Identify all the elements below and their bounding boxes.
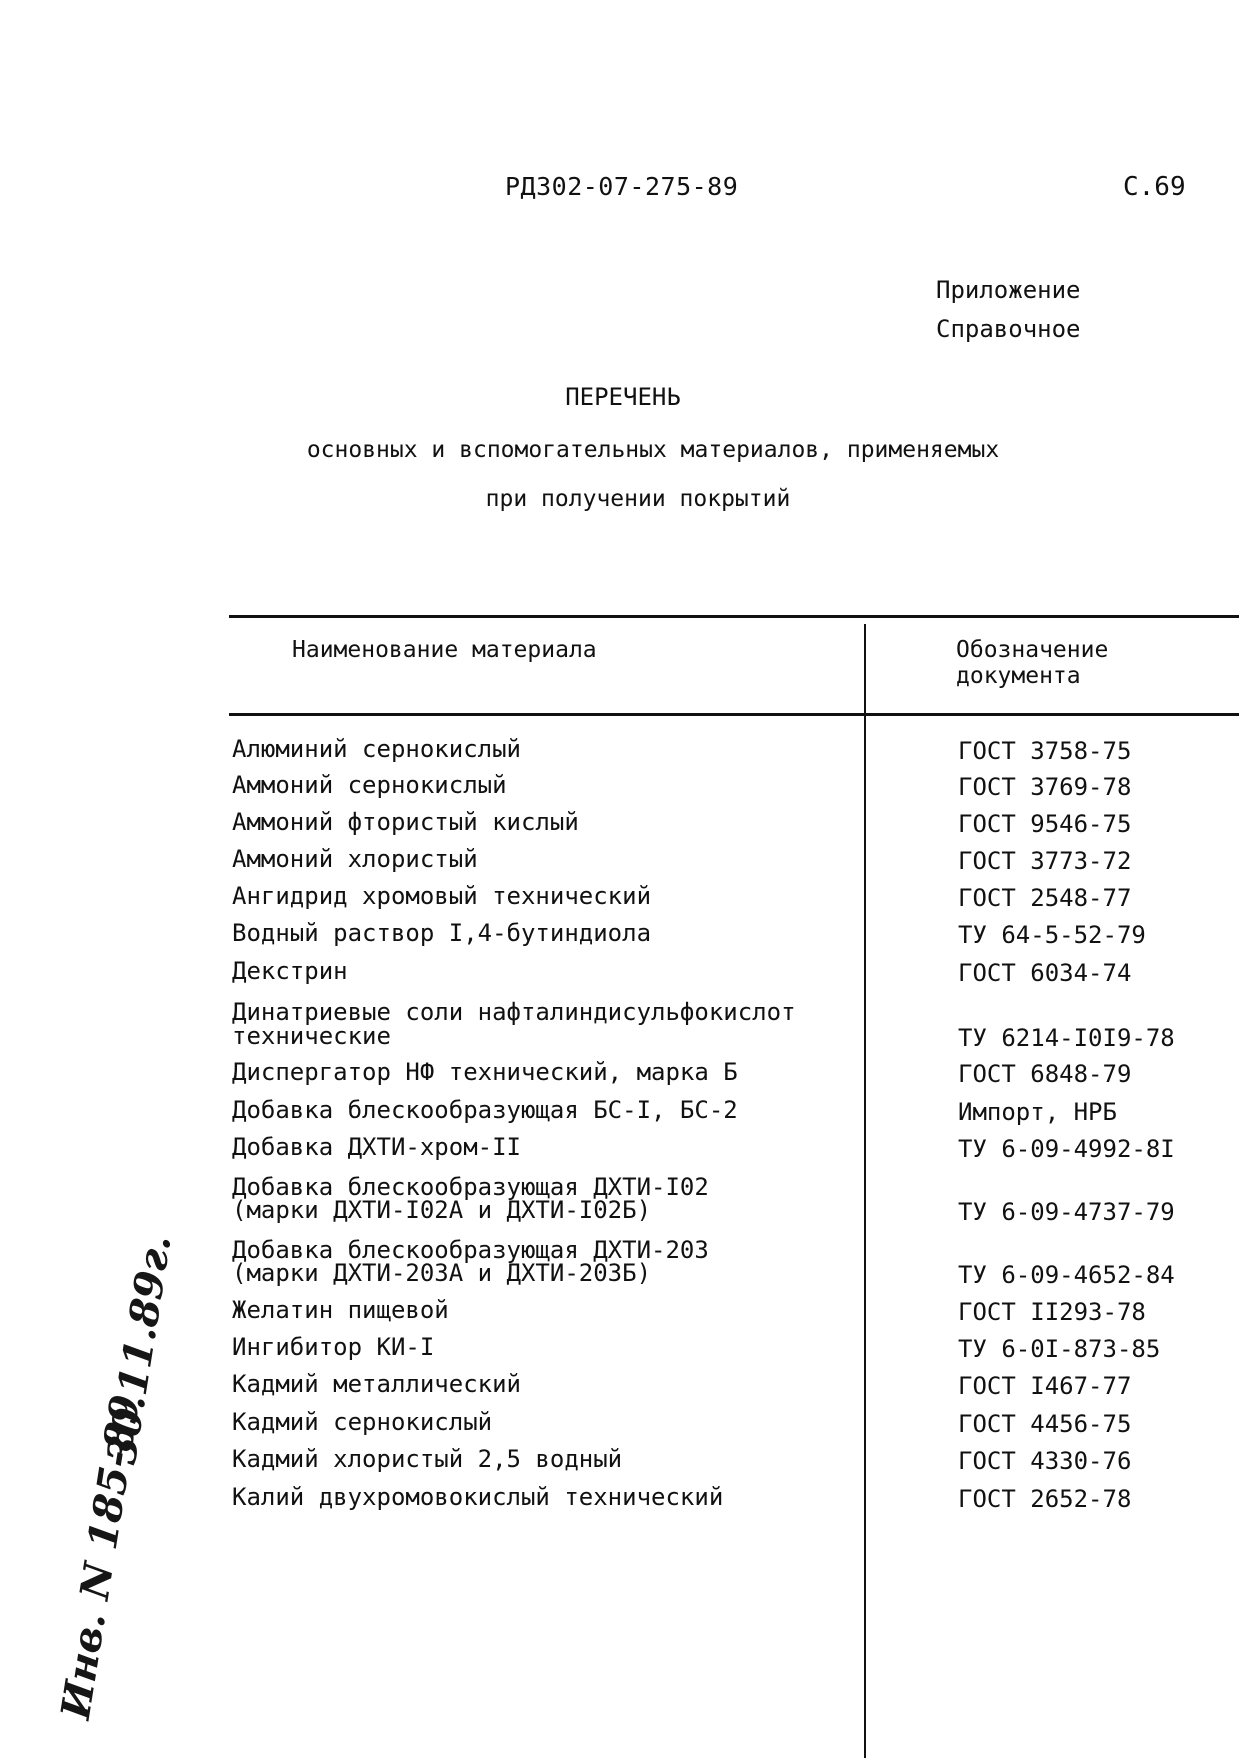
row-14-doc: ГОСТ II293-78 xyxy=(958,1298,1146,1326)
header-doc-line-1: Обозначение xyxy=(956,637,1109,663)
row-9-doc: ГОСТ 6848-79 xyxy=(958,1060,1132,1088)
row-11-doc: ТУ 6-09-4992-8I xyxy=(958,1135,1175,1163)
row-18-name: Кадмий хлористый 2,5 водный xyxy=(232,1445,623,1473)
page-number: С.69 xyxy=(1123,172,1186,202)
row-18-doc: ГОСТ 4330-76 xyxy=(958,1447,1132,1475)
inventory-date: 30.11.89г. xyxy=(98,1231,181,1468)
header-doc-line-2: документа xyxy=(956,663,1081,689)
document-subtitle-line-1: основных и вспомогательных материалов, применяемых xyxy=(306,437,1000,463)
row-2-doc: ГОСТ 3769-78 xyxy=(958,773,1132,801)
row-17-name: Кадмий сернокислый xyxy=(232,1408,493,1436)
appendix-line-2: Справочное xyxy=(936,315,1081,343)
row-12-doc: ТУ 6-09-4737-79 xyxy=(958,1198,1175,1226)
row-15-name: Ингибитор КИ-I xyxy=(232,1333,435,1361)
row-6-doc: ТУ 64-5-52-79 xyxy=(958,921,1146,949)
row-16-doc: ГОСТ I467-77 xyxy=(958,1372,1132,1400)
table-header-rule xyxy=(229,713,1239,716)
row-9-name: Диспергатор НФ технический, марка Б xyxy=(232,1058,738,1086)
header-document-designation xyxy=(956,637,1108,689)
row-19-name: Калий двухромовокислый технический xyxy=(232,1483,724,1511)
row-6-name: Водный раствор I,4-бутиндиола xyxy=(232,919,652,947)
row-10-doc: Импорт, НРБ xyxy=(958,1098,1117,1126)
row-13-doc: ТУ 6-09-4652-84 xyxy=(958,1261,1175,1289)
row-8-name-cont: технические xyxy=(232,1022,391,1050)
row-14-name: Желатин пищевой xyxy=(232,1296,449,1324)
row-11-name: Добавка ДХТИ-хром-II xyxy=(232,1133,521,1161)
row-1-name: Алюминий сернокислый xyxy=(232,735,521,763)
row-13-name: Добавка блескообразующая ДХТИ-203 xyxy=(232,1236,709,1264)
row-17-doc: ГОСТ 4456-75 xyxy=(958,1410,1132,1438)
row-4-name: Аммоний хлористый xyxy=(232,845,478,873)
row-1-doc: ГОСТ 3758-75 xyxy=(958,737,1132,765)
row-3-name: Аммоний фтористый кислый xyxy=(232,808,579,836)
row-15-doc: ТУ 6-0I-873-85 xyxy=(958,1335,1161,1363)
handwritten-inventory-note xyxy=(40,1210,181,1730)
row-7-name: Декстрин xyxy=(232,957,348,985)
inventory-number: Инв. N 185-89 xyxy=(52,1391,150,1723)
row-5-name: Ангидрид хромовый технический xyxy=(232,882,652,910)
row-7-doc: ГОСТ 6034-74 xyxy=(958,959,1132,987)
row-5-doc: ГОСТ 2548-77 xyxy=(958,884,1132,912)
row-16-name: Кадмий металлический xyxy=(232,1370,521,1398)
appendix-label xyxy=(936,271,1081,349)
row-3-doc: ГОСТ 9546-75 xyxy=(958,810,1132,838)
document-subtitle-line-2: при получении покрытий xyxy=(485,486,791,512)
table-top-rule xyxy=(229,615,1239,618)
row-13-name-cont: (марки ДХТИ-203А и ДХТИ-203Б) xyxy=(232,1259,652,1287)
document-title: ПЕРЕЧЕНЬ xyxy=(565,383,681,411)
row-19-doc: ГОСТ 2652-78 xyxy=(958,1485,1132,1513)
row-12-name-cont: (марки ДХТИ-I02А и ДХТИ-I02Б) xyxy=(232,1196,652,1224)
document-code: РД302-07-275-89 xyxy=(505,172,739,201)
appendix-line-1: Приложение xyxy=(936,276,1081,304)
row-12-name: Добавка блескообразующая ДХТИ-I02 xyxy=(232,1173,709,1201)
row-8-doc: ТУ 6214-I0I9-78 xyxy=(958,1024,1175,1052)
row-10-name: Добавка блескообразующая БС-I, БС-2 xyxy=(232,1096,738,1124)
row-4-doc: ГОСТ 3773-72 xyxy=(958,847,1132,875)
column-divider xyxy=(864,624,866,1758)
row-2-name: Аммоний сернокислый xyxy=(232,771,507,799)
header-material-name: Наименование материала xyxy=(292,637,597,663)
row-8-name: Динатриевые соли нафталиндисульфокислот xyxy=(232,998,796,1026)
